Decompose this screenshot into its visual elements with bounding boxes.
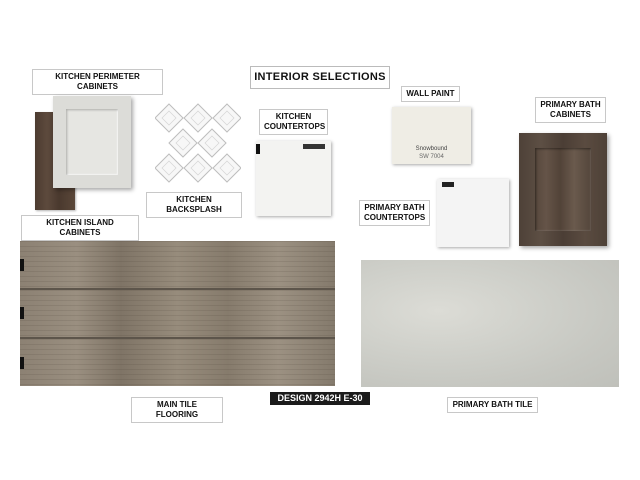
paint-color-name: Snowbound	[415, 146, 448, 152]
primary-bath-countertops-label: PRIMARY BATH COUNTERTOPS	[359, 200, 430, 226]
kitchen-backsplash-label: KITCHEN BACKSPLASH	[146, 192, 242, 218]
main-tile-flooring-label: MAIN TILE FLOORING	[131, 397, 223, 423]
sample-sticker	[303, 144, 325, 149]
design-number-badge: DESIGN 2942H E-30	[270, 392, 370, 405]
primary-bath-tile-label: PRIMARY BATH TILE	[447, 397, 538, 413]
kitchen-countertop-sample	[256, 141, 331, 216]
floor-plank	[20, 290, 335, 337]
wall-paint-label: WALL PAINT	[401, 86, 460, 102]
sample-sticker	[20, 357, 24, 369]
sample-sticker	[442, 182, 454, 187]
floor-plank	[20, 241, 335, 288]
cabinet-door-panel	[535, 148, 591, 231]
page-title: INTERIOR SELECTIONS	[250, 66, 390, 89]
primary-bath-tile-sample	[361, 260, 619, 387]
cabinet-door-panel	[66, 109, 118, 175]
kitchen-countertops-label: KITCHEN COUNTERTOPS	[259, 109, 328, 135]
main-tile-flooring-sample	[20, 241, 335, 386]
primary-bath-countertop-sample	[437, 179, 509, 247]
sample-sticker	[20, 307, 24, 319]
primary-bath-cabinets-label: PRIMARY BATH CABINETS	[535, 97, 606, 123]
kitchen-perimeter-cabinet-sample	[53, 96, 131, 188]
paint-color-code: SW 7004	[419, 154, 444, 160]
kitchen-backsplash-tile-sample	[155, 102, 241, 184]
primary-bath-cabinet-sample	[519, 133, 607, 246]
kitchen-perimeter-cabinets-label: KITCHEN PERIMETER CABINETS	[32, 69, 163, 95]
kitchen-island-cabinets-label: KITCHEN ISLAND CABINETS	[21, 215, 139, 241]
floor-plank	[20, 339, 335, 386]
sample-sticker	[256, 144, 260, 154]
sample-sticker	[20, 259, 24, 271]
